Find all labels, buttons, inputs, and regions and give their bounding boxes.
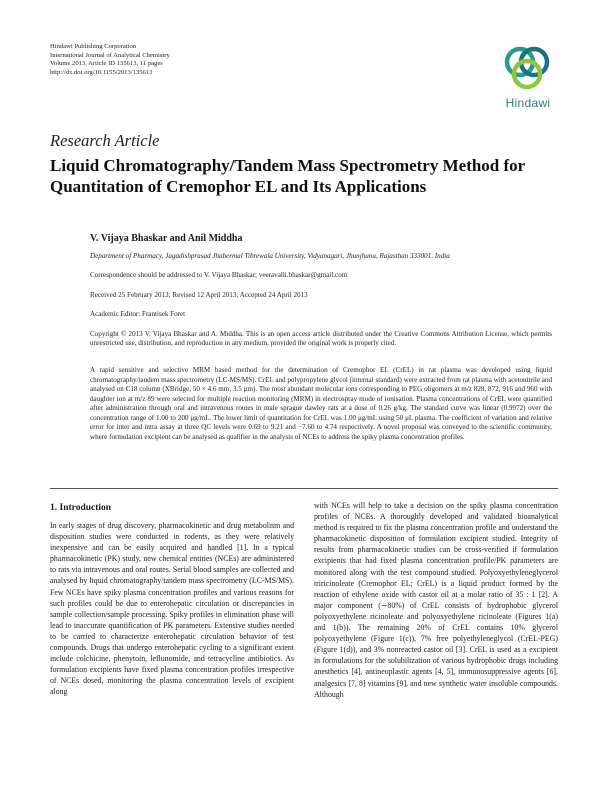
abstract: A rapid sensitive and selective MRM based method for the determination of Cremophor EL (CrEL) in rat plasma was developed using liquid chromatography/tandem mass spectrometry (LC-MS/MS). CrEL and polypropylene glycol (internal standard) were extracted from rat plasma with acetonitrile and analysed on C18 column (XBridge, 50 × 4.6 mm, 3.5 μm). The most abundant molecular ions corresponding to PEG oligomers at m/z 828, 872, 916 and 960 with daughter ion at m/z 89 were selected for multiple reaction monitoring (MRM) in electrospray mode of ionisation. Plasma concentrations of CrEL were quantified after administration through oral and intravenous routes in male sprague dawley rats at a dose of 0.26 g/kg. The standard curve was linear (0.9972) over the concentration range of 1.00 to 200 μg/mL. The lower limit of quantitation for CrEL was 1.00 μg/mL using 50 μL plasma. The coefficient of variation and relative error for inter and intra assay at three QC levels were 0.69 to 9.21 and −7.60 to 4.74 respectively. A novel proposal was conveyed to the scientific community, where formulation excipient can be analysed as qualifier in the analysis of NCEs to address the spiky plasma concentration profiles.	[90, 366, 552, 441]
volume-info: Volume 2013, Article ID 135613, 11 pages	[50, 60, 163, 68]
section-divider	[50, 488, 558, 489]
publisher-name: Hindawi Publishing Corporation	[50, 43, 137, 50]
intro-paragraph-left: In early stages of drug discovery, pharmacokinetic and drug metabolism and disposition studies were conducted in rodents, as they were relatively inexpensive and can be easily acquired and handled [1]. In a typical pharmacokinetic (PK) study, new chemical entities (NCEs) are administered to rats via intravenous and oral routes. Serial blood samples are collected and analysed by liquid chromatography/tandem mass spectrometry (LC-MS/MS). Few NCEs have spiky plasma concentration profiles and various reasons for such profiles could be due to enterohepatic circulation or discrepancies in sample collection/sample processing. Spiky profiles in elimination phase will lead to inaccurate quantification of PK parameters. Extensive studies needed to be carried to characterize enterohepatic circulation behavior of test compounds. Drugs that undergo enterohepatic cycling to a significant extent include colchicine, phenytoin, leflunomide, and tetracycline antibiotics. As formulation excipients have fixed plasma concentration profiles irrespective of NCEs dosed, monitoring the plasma concentration levels of excipient along	[50, 521, 294, 697]
affiliation: Department of Pharmacy, Jagadishprasad Jhabermal Tibrewala University, Vidyanagari, Jhunjhunu, Rajasthan 333001, India	[90, 252, 450, 260]
authors: V. Vijaya Bhaskar and Anil Middha	[90, 233, 243, 244]
academic-editor: Academic Editor: Frantisek Foret	[90, 310, 186, 318]
left-column	[50, 502, 294, 698]
journal-name: International Journal of Analytical Chemistry	[50, 51, 170, 59]
paper-title: Liquid Chromatography/Tandem Mass Spectrometry Method for Quantitation of Cremophor EL and Its Applications	[50, 156, 525, 196]
article-dates: Received 25 February 2013; Revised 12 April 2013; Accepted 24 April 2013	[90, 291, 308, 299]
publication-header	[50, 43, 170, 77]
article-type: Research Article	[50, 131, 160, 150]
logo-wordmark: Hindawi	[505, 96, 551, 110]
copyright-notice: Copyright © 2013 V. Vijaya Bhaskar and A. Middha. This is an open access article distributed under the Creative Commons Attribution License, which permits unrestricted use, distribution, and reproduction in any medium, provided the original work is properly cited.	[90, 330, 552, 348]
correspondence: Correspondence should be addressed to V. Vijaya Bhaskar; veeravalli.bhaskar@gmail.com	[90, 271, 348, 279]
right-column	[314, 500, 558, 700]
intro-paragraph-right: with NCEs will help to take a decision on the spiky plasma concentration profiles of NCEs. A thoroughly developed and validated bioanalytical method is required to fix the plasma concentration profile and understand the pharmacokinetic disposition of formulation excipient studied. Integrity of results from pharmacokinetic studies can be cross-verified if formulation excipients that had fixed plasma concentration profile/PK parameters are monitored along with the test compound studied. Polyoxyethyleneglycerol triricinoleate (Cremophor EL; CrEL) is a liquid product formed by the reaction of ethylene oxide with castor oil at a molar ratio of 35 : 1 [2]. A major component (∼80%) of CrEL consists of hydrophobic glycerol polyoxyethylene ricinoleate and polyoxyethylene ricinoleate (Figures 1(a) and 1(b)). The remaining 20% of CrEL contains 10% glycerol polyoxyethylene (Figure 1(c)), 7% free polyethyleneglycol (CrEL-PEG) (Figure 1(d)), and 3% nonreacted castor oil [3]. CrEL is used as a excipient in formulations for the solubilization of various hydrophobic drugs including anesthetics [4], antineoplastic agents [4, 5], immunosuppressive agents [6], analgesics [7, 8] vitamins [9], and new synthetic water insoluble compounds. Although	[314, 501, 558, 699]
doi-link[interactable]: http://dx.doi.org/10.1155/2013/135613	[50, 68, 153, 76]
section-heading-introduction: 1. Introduction	[50, 503, 112, 513]
